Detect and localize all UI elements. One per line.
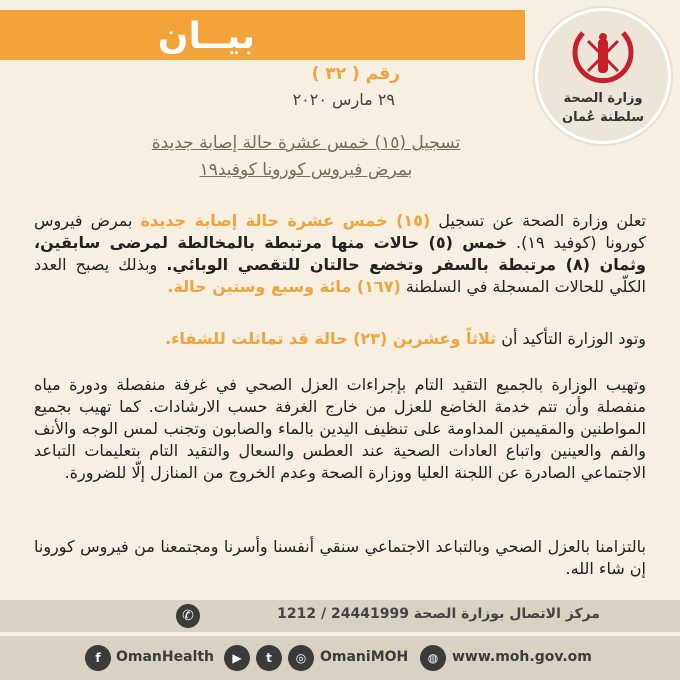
website-link[interactable]: www.moh.gov.om — [452, 649, 592, 665]
globe-icon: ◍ — [420, 645, 446, 671]
facebook-icon[interactable]: f — [85, 645, 111, 671]
statement-date: ٢٩ مارس ٢٠٢٠ — [292, 90, 395, 109]
paragraph-4: بالتزامنا بالعزل الصحي وبالتباعد الاجتماعي سنقي أنفسنا وأسرنا ومجتمعنا من فيروس كورونا إن شاء الله. — [34, 537, 646, 578]
social-handle[interactable]: OmaniMOH — [320, 649, 409, 665]
title-banner — [0, 10, 525, 60]
footer-bar — [0, 636, 680, 680]
logo-country-name: سلطنة عُمان — [561, 110, 645, 125]
contact-bar — [0, 600, 680, 632]
youtube-icon[interactable]: ▶ — [224, 645, 250, 671]
headline-line-1: تسجيل (١٥) خمس عشرة حالة إصابة جديدة — [151, 133, 461, 153]
contact-text: مركز الاتصال بوزارة الصحة 24441999 / 1212 — [277, 606, 600, 622]
paragraph-1: تعلن وزارة الصحة عن تسجيل (١٥) خمس عشرة حالة إصابة جديدة بمرض فيروس كورونا (كوفيد ١٩). خمس (٥) حالات منها مرتبطة بالمخالطة لمرضى سابقين، وثمان (٨) مرتبطة بالسفر وتخضع حالتان للتقصي الوبائي. وبذلك يصبح العدد الكلّي للحالات المسجلة في السلطنة (١٦٧) مائة وسبع وستين حالة. — [34, 211, 647, 296]
page-title: بيــان — [157, 16, 255, 57]
instagram-icon[interactable]: ◎ — [288, 645, 314, 671]
phone-icon[interactable]: ✆ — [176, 604, 200, 628]
twitter-icon[interactable]: t — [256, 645, 282, 671]
headline-line-2: بمرض فيروس كورونا كوفيد١٩ — [199, 160, 413, 180]
paragraph-2: وتود الوزارة التأكيد أن ثلاثاً وعشرين (٢٣) حالة قد تماثلت للشفاء. — [165, 329, 646, 348]
ministry-logo — [535, 8, 671, 144]
logo-ministry-name: وزارة الصحة — [563, 91, 643, 106]
statement-number: رقم ( ٣٢ ) — [311, 64, 400, 84]
paragraph-3: وتهيب الوزارة بالجميع التقيد التام بإجراءات العزل الصحي في غرفة منفصلة ودورة مياه منفصلة وأن تتم خدمة الخاضع للعزل من خارج الغرفة حسب الارشادات. كما تهيب بجميع المواطنين والمقيمين المداومة على تنظيف اليدين بالماء والصابون وتجنب لمس الوجه والأنف والفم والعينين واتباع العادات الصحية عند العطس والسعال والتقيد التام بتعليمات التباعد الاجتماعي الصادرة عن اللجنة العليا ووزارة الصحة وعدم الخروج من المنازل إلّا للضرورة. — [34, 375, 646, 482]
facebook-handle[interactable]: OmanHealth — [116, 649, 215, 665]
